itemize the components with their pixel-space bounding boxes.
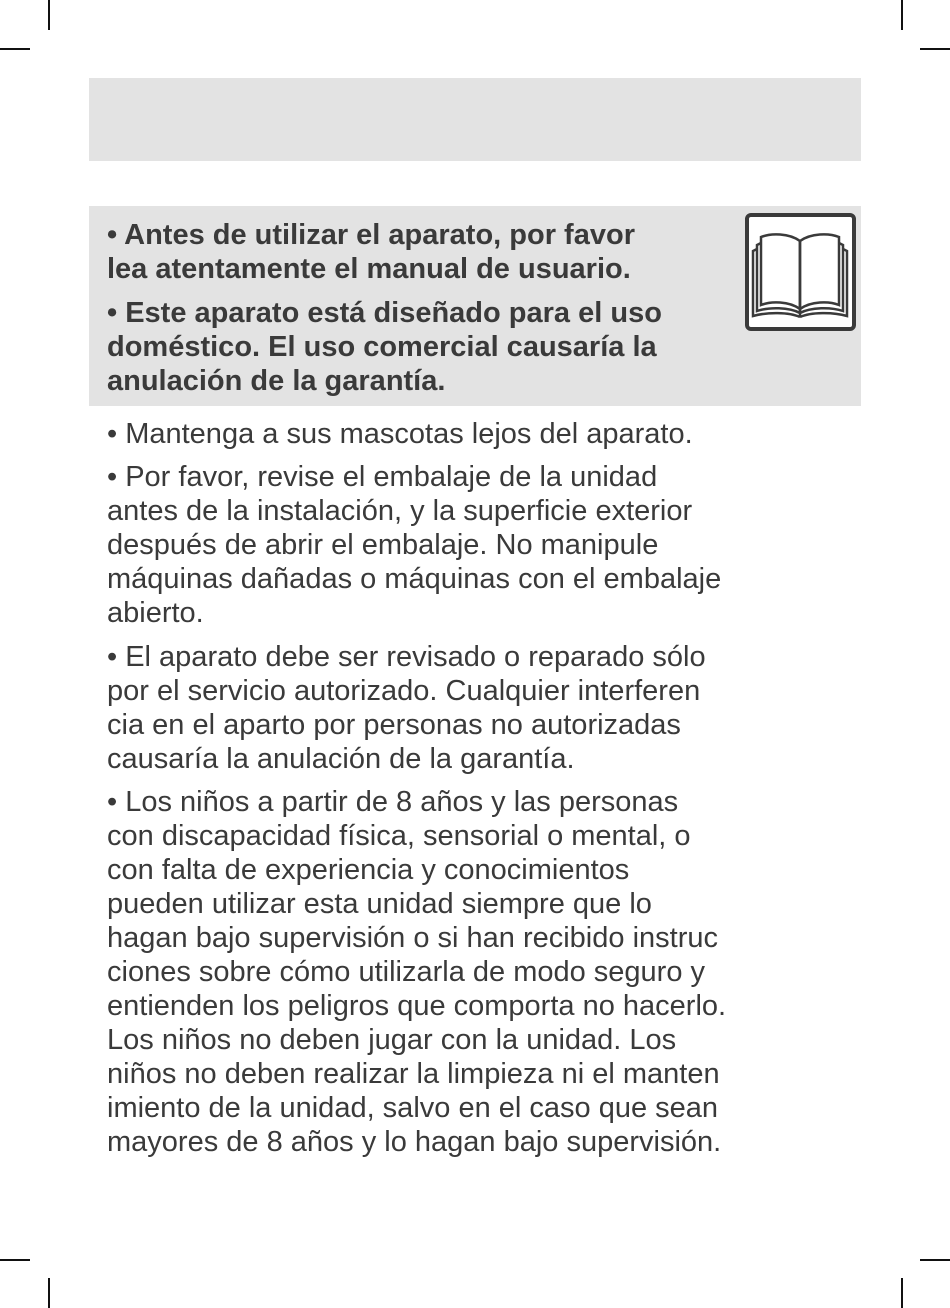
crop-mark: [0, 48, 30, 50]
read-manual-notice: • Antes de utilizar el aparato, por favor lea atentamente el manual de usuario.: [107, 219, 635, 285]
crop-mark: [48, 0, 50, 30]
crop-mark: [901, 0, 903, 30]
header-band: [89, 78, 861, 161]
crop-mark: [901, 1278, 903, 1308]
crop-mark: [920, 1259, 950, 1261]
instruction-packaging: • Por favor, revise el embalaje de la unidad antes de la instalación, y la superficie exterior después de abrir el embalaje. No manipule máquinas dañadas o máquinas con el embalaje abierto.: [107, 461, 722, 629]
crop-mark: [0, 1259, 30, 1261]
crop-mark: [48, 1278, 50, 1308]
instruction-pets: • Mantenga a sus mascotas lejos del aparato.: [107, 418, 693, 450]
crop-mark: [920, 48, 950, 50]
domestic-use-notice: • Este aparato está diseñado para el uso doméstico. El uso comercial causaría la anulación de la garantía.: [107, 297, 662, 397]
open-book-icon: [745, 213, 856, 331]
instruction-children: • Los niños a partir de 8 años y las personas con discapacidad física, sensorial o mental, o con falta de experiencia y conocimientos pueden utilizar esta unidad siempre que lo hagan bajo supervisión o si han recibido instruc ciones sobre cómo utilizarla de modo seguro y entienden los peligros que comporta no hacerlo. Los niños no deben jugar con la unidad. Los niños no deben realizar la limpieza ni el manten imiento de la unidad, salvo en el caso que sean mayores de 8 años y lo hagan bajo supervisión.: [107, 786, 727, 1158]
instruction-authorized-service: • El aparato debe ser revisado o reparado sólo por el servicio autorizado. Cualquier interferen cia en el aparto por personas no autorizadas causaría la anulación de la garantía.: [107, 641, 706, 775]
